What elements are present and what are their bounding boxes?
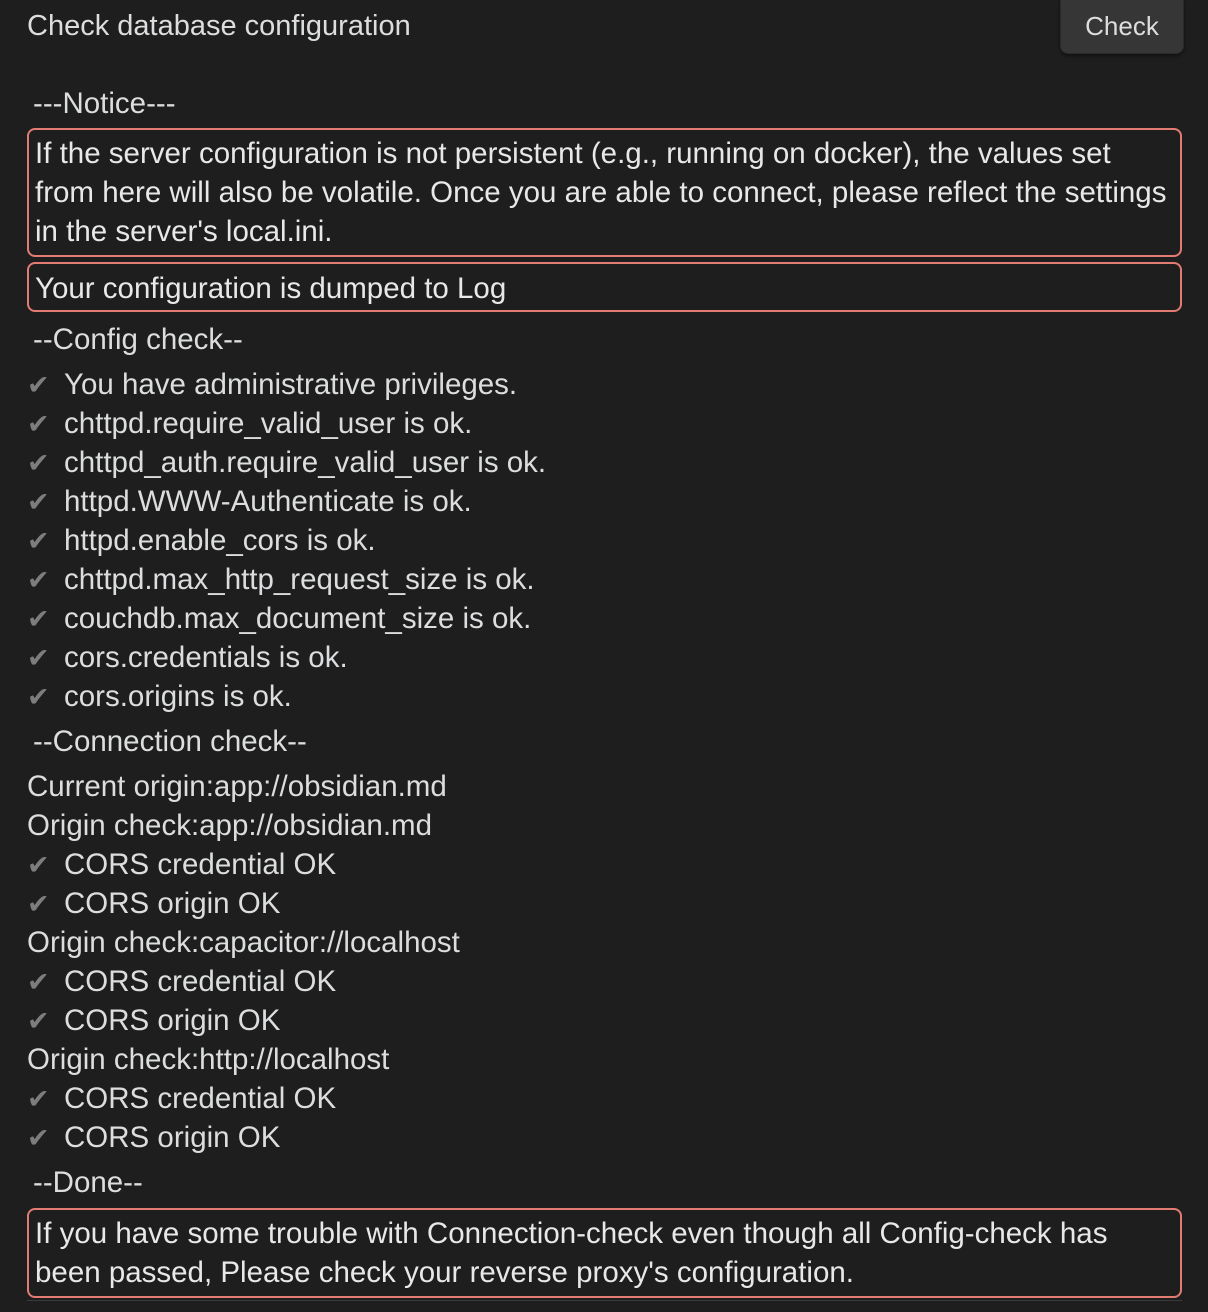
origin-check-label: Origin check:app://obsidian.md [27,809,433,842]
setting-row [27,0,1184,55]
origin-check-result-label: CORS origin OK [64,1121,281,1154]
config-item-label: couchdb.max_document_size is ok. [64,602,532,635]
checkmark-icon: ✔ [27,370,50,401]
config-item-label: cors.origins is ok. [64,680,292,713]
origin-check-result [27,845,1182,884]
notice-heading: ---Notice--- [33,87,176,120]
checkmark-icon: ✔ [27,526,50,557]
check-log [27,84,1182,1298]
origin-check-label: Origin check:http://localhost [27,1043,390,1076]
checkmark-icon: ✔ [27,850,50,881]
config-item-label: cors.credentials is ok. [64,641,348,674]
origin-check-result-label: CORS credential OK [64,848,337,881]
checkmark-icon: ✔ [27,448,50,479]
notice-reverse-proxy: If you have some trouble with Connection-check even though all Config-check has been passed, Please check your reverse proxy's configuration. [27,1208,1182,1298]
origin-check-result [27,1079,1182,1118]
origin-check-result [27,1118,1182,1157]
origin-check-result-label: CORS credential OK [64,1082,337,1115]
done-heading: --Done-- [33,1166,143,1199]
origin-check-result-label: CORS origin OK [64,1004,281,1037]
checkmark-icon: ✔ [27,409,50,440]
config-item-label: httpd.enable_cors is ok. [64,524,376,557]
config-item-label: chttpd.require_valid_user is ok. [64,407,473,440]
config-item [27,443,1182,482]
checkmark-icon: ✔ [27,604,50,635]
origin-check-label: Origin check:capacitor://localhost [27,926,460,959]
checkmark-icon: ✔ [27,682,50,713]
connection-check-heading: --Connection check-- [33,725,307,758]
notice-persistence-warning: If the server configuration is not persistent (e.g., running on docker), the values set from here will also be volatile. Once you are able to connect, please reflect the settings in the server's local.ini. [27,128,1182,257]
origin-check-result-label: CORS origin OK [64,887,281,920]
config-item [27,521,1182,560]
config-item-label: chttpd_auth.require_valid_user is ok. [64,446,547,479]
config-item [27,482,1182,521]
notice-config-dumped: Your configuration is dumped to Log [27,262,1182,312]
check-button[interactable]: Check [1060,0,1184,54]
config-item [27,365,1182,404]
checkmark-icon: ✔ [27,1084,50,1115]
checkmark-icon: ✔ [27,1123,50,1154]
checkmark-icon: ✔ [27,565,50,596]
config-item-label: httpd.WWW-Authenticate is ok. [64,485,472,518]
config-item-label: chttpd.max_http_request_size is ok. [64,563,535,596]
origin-check-result [27,884,1182,923]
origin-check-result-label: CORS credential OK [64,965,337,998]
checkmark-icon: ✔ [27,967,50,998]
current-origin: Current origin:app://obsidian.md [27,770,447,803]
config-item [27,677,1182,716]
config-item [27,599,1182,638]
setting-title: Check database configuration [27,10,411,42]
checkmark-icon: ✔ [27,487,50,518]
config-check-heading: --Config check-- [33,323,243,356]
origin-check-result [27,1001,1182,1040]
divider [27,1300,1182,1301]
config-item [27,638,1182,677]
checkmark-icon: ✔ [27,889,50,920]
checkmark-icon: ✔ [27,1006,50,1037]
checkmark-icon: ✔ [27,643,50,674]
config-item-label: You have administrative privileges. [64,368,518,401]
config-item [27,560,1182,599]
config-item [27,404,1182,443]
origin-check-result [27,962,1182,1001]
